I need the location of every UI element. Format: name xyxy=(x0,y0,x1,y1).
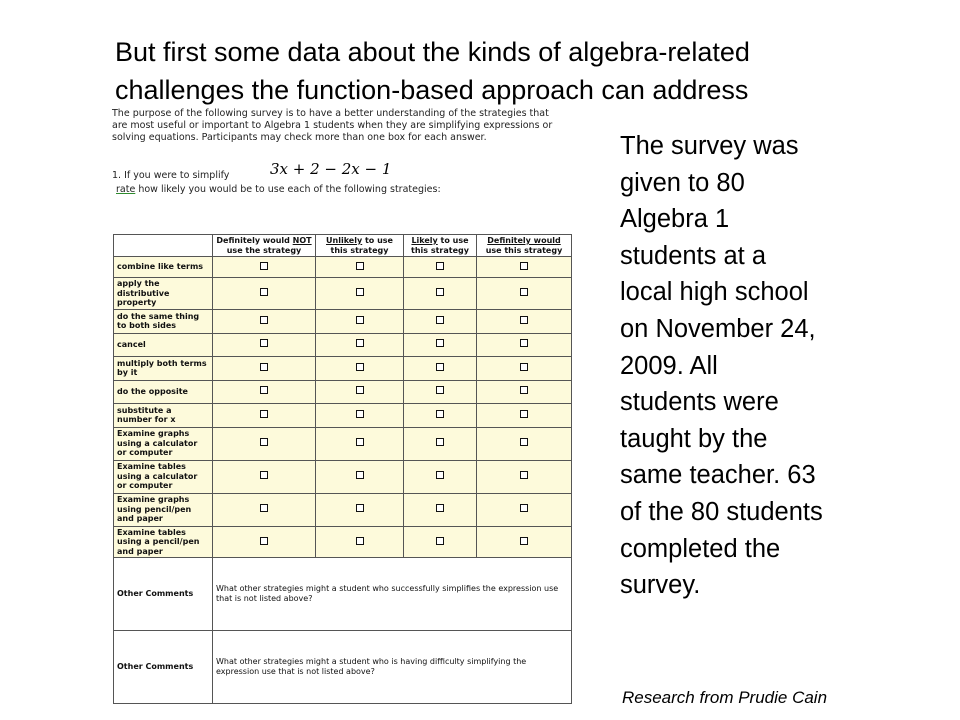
checkbox[interactable] xyxy=(260,288,268,296)
strategy-label: cancel xyxy=(114,333,213,356)
checkbox[interactable] xyxy=(520,438,528,446)
checkbox[interactable] xyxy=(260,316,268,324)
checkbox[interactable] xyxy=(260,363,268,371)
question-rate-line xyxy=(116,184,441,196)
checkbox[interactable] xyxy=(520,504,528,512)
checkbox[interactable] xyxy=(260,410,268,418)
checkbox[interactable] xyxy=(356,363,364,371)
description-line: given to 80 xyxy=(620,168,745,197)
checkbox[interactable] xyxy=(520,363,528,371)
checkbox[interactable] xyxy=(260,438,268,446)
checkbox[interactable] xyxy=(436,288,444,296)
checkbox[interactable] xyxy=(436,537,444,545)
table-row xyxy=(114,460,572,493)
checkbox[interactable] xyxy=(520,262,528,270)
comments-row xyxy=(114,631,572,704)
checkbox[interactable] xyxy=(520,410,528,418)
checkbox[interactable] xyxy=(356,504,364,512)
question-expression: 3x + 2 − 2x − 1 xyxy=(270,160,392,178)
checkbox[interactable] xyxy=(436,262,444,270)
strategy-label: do the same thing to both sides xyxy=(114,309,213,333)
checkbox[interactable] xyxy=(436,339,444,347)
checkbox[interactable] xyxy=(520,339,528,347)
checkbox[interactable] xyxy=(436,471,444,479)
header-blank xyxy=(114,235,213,257)
rate-word: rate xyxy=(116,184,136,195)
checkbox[interactable] xyxy=(356,288,364,296)
checkbox[interactable] xyxy=(436,363,444,371)
table-header-row xyxy=(114,235,572,257)
checkbox[interactable] xyxy=(260,471,268,479)
description-line: local high school xyxy=(620,278,809,307)
strategy-label: substitute a number for x xyxy=(114,403,213,427)
strategy-label: multiply both terms by it xyxy=(114,356,213,380)
table-row xyxy=(114,403,572,427)
description-line: of the 80 students xyxy=(620,497,823,526)
question-prefix: 1. If you were to simplify xyxy=(112,170,230,181)
checkbox[interactable] xyxy=(356,471,364,479)
column-header: Definitely would NOT use the strategy xyxy=(213,235,316,257)
title-line-2: challenges the function-based approach can address xyxy=(115,75,749,105)
table-row xyxy=(114,493,572,526)
comments-question[interactable]: What other strategies might a student who successfully simplifies the expression use that is not listed above? xyxy=(213,558,572,631)
checkbox[interactable] xyxy=(356,410,364,418)
table-row xyxy=(114,427,572,460)
title-line-1: But first some data about the kinds of algebra-related xyxy=(115,37,750,67)
checkbox[interactable] xyxy=(356,316,364,324)
table-row xyxy=(114,333,572,356)
description-line: 2009. All xyxy=(620,351,718,380)
checkbox[interactable] xyxy=(520,471,528,479)
table-row xyxy=(114,356,572,380)
strategy-label: do the opposite xyxy=(114,380,213,403)
checkbox[interactable] xyxy=(260,339,268,347)
checkbox[interactable] xyxy=(260,262,268,270)
comments-row xyxy=(114,558,572,631)
checkbox[interactable] xyxy=(520,537,528,545)
description-line: on November 24, xyxy=(620,314,816,343)
strategy-table xyxy=(113,234,572,704)
comments-label: Other Comments xyxy=(114,631,213,704)
checkbox[interactable] xyxy=(436,438,444,446)
strategy-label: combine like terms xyxy=(114,257,213,278)
checkbox[interactable] xyxy=(356,386,364,394)
checkbox[interactable] xyxy=(520,288,528,296)
comments-question[interactable]: What other strategies might a student who is having difficulty simplifying the expression use that is not listed above? xyxy=(213,631,572,704)
strategy-label: apply the distributive property xyxy=(114,278,213,310)
strategy-label: Examine graphs using a calculator or computer xyxy=(114,427,213,460)
description-line: students were xyxy=(620,388,779,417)
description-line: taught by the xyxy=(620,424,768,453)
table-row xyxy=(114,278,572,310)
table-row xyxy=(114,526,572,558)
checkbox[interactable] xyxy=(356,262,364,270)
column-header: Unlikely to use this strategy xyxy=(316,235,404,257)
survey-description xyxy=(620,128,910,604)
description-line: completed the xyxy=(620,534,781,563)
checkbox[interactable] xyxy=(436,504,444,512)
survey-intro: The purpose of the following survey is to have a better understanding of the strategies that are most useful or important to Algebra 1 students when they are simplifying expressions or solving equations. Participants may check more than one box for each answer. xyxy=(112,108,553,143)
checkbox[interactable] xyxy=(356,339,364,347)
checkbox[interactable] xyxy=(436,316,444,324)
description-line: students at a xyxy=(620,241,767,270)
comments-label: Other Comments xyxy=(114,558,213,631)
checkbox[interactable] xyxy=(520,316,528,324)
table-row xyxy=(114,257,572,278)
description-line: Algebra 1 xyxy=(620,205,730,234)
checkbox[interactable] xyxy=(260,386,268,394)
column-header: Definitely would use this strategy xyxy=(477,235,572,257)
table-row xyxy=(114,309,572,333)
table-row xyxy=(114,380,572,403)
rate-rest: how likely you would be to use each of the following strategies: xyxy=(135,184,441,195)
strategy-label: Examine tables using a calculator or computer xyxy=(114,460,213,493)
checkbox[interactable] xyxy=(520,386,528,394)
research-credit: Research from Prudie Cain xyxy=(622,688,828,707)
strategy-label: Examine tables using a pencil/pen and paper xyxy=(114,526,213,558)
slide-title xyxy=(115,33,895,109)
column-header: Likely to use this strategy xyxy=(404,235,477,257)
survey-image xyxy=(112,108,576,690)
strategy-label: Examine graphs using pencil/pen and paper xyxy=(114,493,213,526)
checkbox[interactable] xyxy=(356,438,364,446)
checkbox[interactable] xyxy=(260,504,268,512)
checkbox[interactable] xyxy=(260,537,268,545)
description-line: The survey was xyxy=(620,132,799,160)
survey-question xyxy=(112,160,576,195)
checkbox[interactable] xyxy=(436,410,444,418)
description-line: same teacher. 63 xyxy=(620,461,816,490)
checkbox[interactable] xyxy=(356,537,364,545)
description-line: survey. xyxy=(620,571,701,600)
checkbox[interactable] xyxy=(436,386,444,394)
